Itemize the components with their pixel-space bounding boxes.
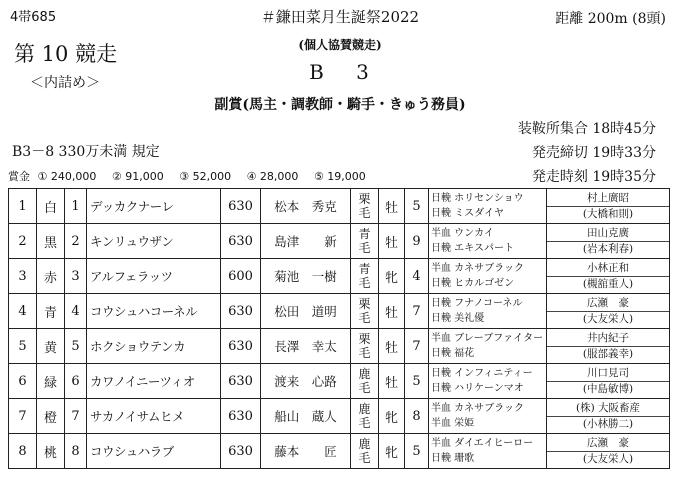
sponsor-label: (個人協賛競走) [298,38,382,52]
carried-weight: 600 [221,259,261,294]
pedigree [429,259,547,294]
pedigree [429,189,547,224]
carried-weight: 630 [221,399,261,434]
horse-age: 9 [405,224,429,259]
time-label: 発走時刻 [531,169,588,185]
race-number: 第 10 競走 [14,42,118,66]
jockey-name: 菊池 一樹 [261,259,351,294]
horse-number: 5 [65,329,87,364]
time-label: 装鞍所集合 [517,121,588,137]
owner-name: (服部義幸) [547,346,669,362]
coat-color [351,189,379,224]
time-value: 19時33分 [592,145,656,161]
bracket-color: 桃 [37,434,65,469]
entries-table [8,188,670,469]
dam: 日輓 福花 [431,348,475,359]
horse-age: 5 [405,364,429,399]
pedigree [429,294,547,329]
dam: 日輓 ハリケーンマオ [431,383,524,394]
horse-name: サカノイサムヒメ [87,399,221,434]
bracket-color: 青 [37,294,65,329]
sire: 半血 ウンカイ [431,228,494,239]
race-class: B 3 [309,60,371,84]
horse-sex: 牝 [379,399,405,434]
trainer-name: 村上廣昭 [587,191,629,204]
prize-5: ⑤ 19,000 [313,170,366,183]
program-code: 4帯685 [10,10,57,25]
bracket-color: 白 [37,189,65,224]
coat-color [351,364,379,399]
horse-number: 7 [65,399,87,434]
dam: 半血 栄姫 [431,418,475,429]
horse-name: キンリュウザン [87,224,221,259]
coat-char: 栗 [358,297,371,311]
jockey-name: 船山 蔵人 [261,399,351,434]
trainer-owner [547,259,670,294]
race-condition: B3－8 330万未満 規定 [12,144,160,160]
dam: 日輓 ミスダイヤ [431,208,504,219]
trainer-owner [547,434,670,469]
bracket-color: 緑 [37,364,65,399]
sire: 日輓 インフィニティー [431,368,533,379]
jockey-name: 松本 秀克 [261,189,351,224]
trainer-name: 井内紀子 [587,331,629,344]
horse-number: 1 [65,189,87,224]
race-title: ＃鎌田菜月生誕祭2022 [260,8,420,26]
dam: 日輓 珊歌 [431,453,475,464]
horse-sex: 牡 [379,329,405,364]
coat-color [351,224,379,259]
table-row [9,189,670,224]
bracket-color: 黄 [37,329,65,364]
horse-age: 8 [405,399,429,434]
owner-name: (大橋和則) [547,206,669,222]
carried-weight: 630 [221,189,261,224]
jockey-name: 渡来 心路 [261,364,351,399]
race-kind: ＜内詰め＞ [30,75,100,91]
horse-age: 5 [405,434,429,469]
coat-char: 毛 [358,311,371,325]
owner-name: (小林勝二) [547,416,669,432]
prize-3: ③ 52,000 [179,170,232,183]
bracket-number: 6 [9,364,37,399]
carried-weight: 630 [221,224,261,259]
horse-name: コウシュハコーネル [87,294,221,329]
dam: 日輓 エキスパート [431,243,514,254]
coat-char: 鹿 [358,437,371,451]
trainer-name: 広瀬 豪 [587,436,629,449]
bracket-number: 5 [9,329,37,364]
table-row [9,329,670,364]
horse-sex: 牡 [379,294,405,329]
bracket-number: 4 [9,294,37,329]
jockey-name: 藤本 匠 [261,434,351,469]
carried-weight: 630 [221,434,261,469]
table-row [9,364,670,399]
trainer-owner [547,399,670,434]
table-row [9,294,670,329]
coat-char: 毛 [358,346,371,360]
owner-name: (槻舘重人) [547,276,669,292]
bracket-number: 2 [9,224,37,259]
coat-color [351,259,379,294]
pedigree [429,434,547,469]
coat-char: 栗 [358,192,371,206]
horse-age: 5 [405,189,429,224]
horse-number: 6 [65,364,87,399]
coat-char: 鹿 [358,402,371,416]
bracket-number: 8 [9,434,37,469]
prize-label: 賞金 [8,170,30,183]
horse-name: カワノイニーツィオ [87,364,221,399]
coat-char: 毛 [358,276,371,290]
owner-name: (中島敏博) [547,381,669,397]
horse-age: 7 [405,294,429,329]
horse-name: デッカクナーレ [87,189,221,224]
dam: 日輓 ヒカルゴゼン [431,278,515,289]
time-row-sales-close [532,142,656,162]
horse-sex: 牡 [379,224,405,259]
table-row [9,224,670,259]
pedigree [429,329,547,364]
jockey-name: 松田 道明 [261,294,351,329]
coat-char: 毛 [358,241,371,255]
extra-prize-note: 副賞(馬主・調教師・騎手・きゅう務員) [214,97,466,113]
time-row-start [532,166,656,186]
owner-name: (大友栄人) [547,451,669,467]
bracket-color: 赤 [37,259,65,294]
coat-color [351,294,379,329]
trainer-owner [547,189,670,224]
table-row [9,434,670,469]
time-row-assembly [518,118,656,138]
horse-number: 2 [65,224,87,259]
trainer-name: 田山克廣 [587,226,629,239]
time-label: 発売締切 [531,145,588,161]
trainer-owner [547,329,670,364]
horse-sex: 牝 [379,434,405,469]
prize-4: ④ 28,000 [246,170,299,183]
sire: 半血 ダイエイヒーロー [431,438,534,449]
pedigree [429,364,547,399]
horse-sex: 牡 [379,364,405,399]
coat-char: 毛 [358,416,371,430]
coat-color [351,434,379,469]
table-row [9,259,670,294]
owner-name: (大友栄人) [547,311,669,327]
coat-char: 栗 [358,332,371,346]
coat-color [351,399,379,434]
carried-weight: 630 [221,364,261,399]
coat-char: 鹿 [358,367,371,381]
horse-sex: 牡 [379,189,405,224]
race-distance: 距離 200m (8頭) [555,11,666,27]
trainer-name: 広瀬 豪 [587,296,629,309]
trainer-name: (株) 大阪畜産 [575,401,641,414]
prize-1: ① 240,000 [37,170,97,183]
sire: 半血 カネサブラック [431,263,524,274]
jockey-name: 長澤 幸太 [261,329,351,364]
sire: 半血 カネサブラック [431,403,524,414]
prize-2: ② 91,000 [111,170,164,183]
sire: 日輓 ホリセンショウ [431,193,524,204]
horse-name: コウシュハラブ [87,434,221,469]
bracket-color: 橙 [37,399,65,434]
sire: 日輓 フナノコーネル [431,298,523,309]
coat-char: 毛 [358,381,371,395]
coat-char: 青 [358,262,371,276]
pedigree [429,399,547,434]
coat-char: 毛 [358,451,371,465]
time-value: 19時35分 [592,169,656,185]
coat-char: 毛 [358,206,371,220]
pedigree [429,224,547,259]
horse-number: 8 [65,434,87,469]
horse-number: 4 [65,294,87,329]
horse-sex: 牝 [379,259,405,294]
owner-name: (岩本利春) [547,241,669,257]
horse-age: 4 [405,259,429,294]
dam: 日輓 美礼優 [431,313,485,324]
horse-name: アルフェラッツ [87,259,221,294]
trainer-owner [547,294,670,329]
trainer-owner [547,224,670,259]
horse-age: 7 [405,329,429,364]
bracket-number: 3 [9,259,37,294]
coat-char: 青 [358,227,371,241]
coat-color [351,329,379,364]
time-value: 18時45分 [592,121,656,137]
bracket-number: 1 [9,189,37,224]
jockey-name: 島津 新 [261,224,351,259]
bracket-color: 黒 [37,224,65,259]
trainer-name: 川口見司 [587,366,629,379]
sire: 半血 ブレーブファイター [431,333,544,344]
carried-weight: 630 [221,294,261,329]
trainer-owner [547,364,670,399]
table-row [9,399,670,434]
horse-number: 3 [65,259,87,294]
prize-money [8,168,378,184]
trainer-name: 小林正和 [587,261,629,274]
horse-name: ホクショウテンカ [87,329,221,364]
carried-weight: 630 [221,329,261,364]
bracket-number: 7 [9,399,37,434]
